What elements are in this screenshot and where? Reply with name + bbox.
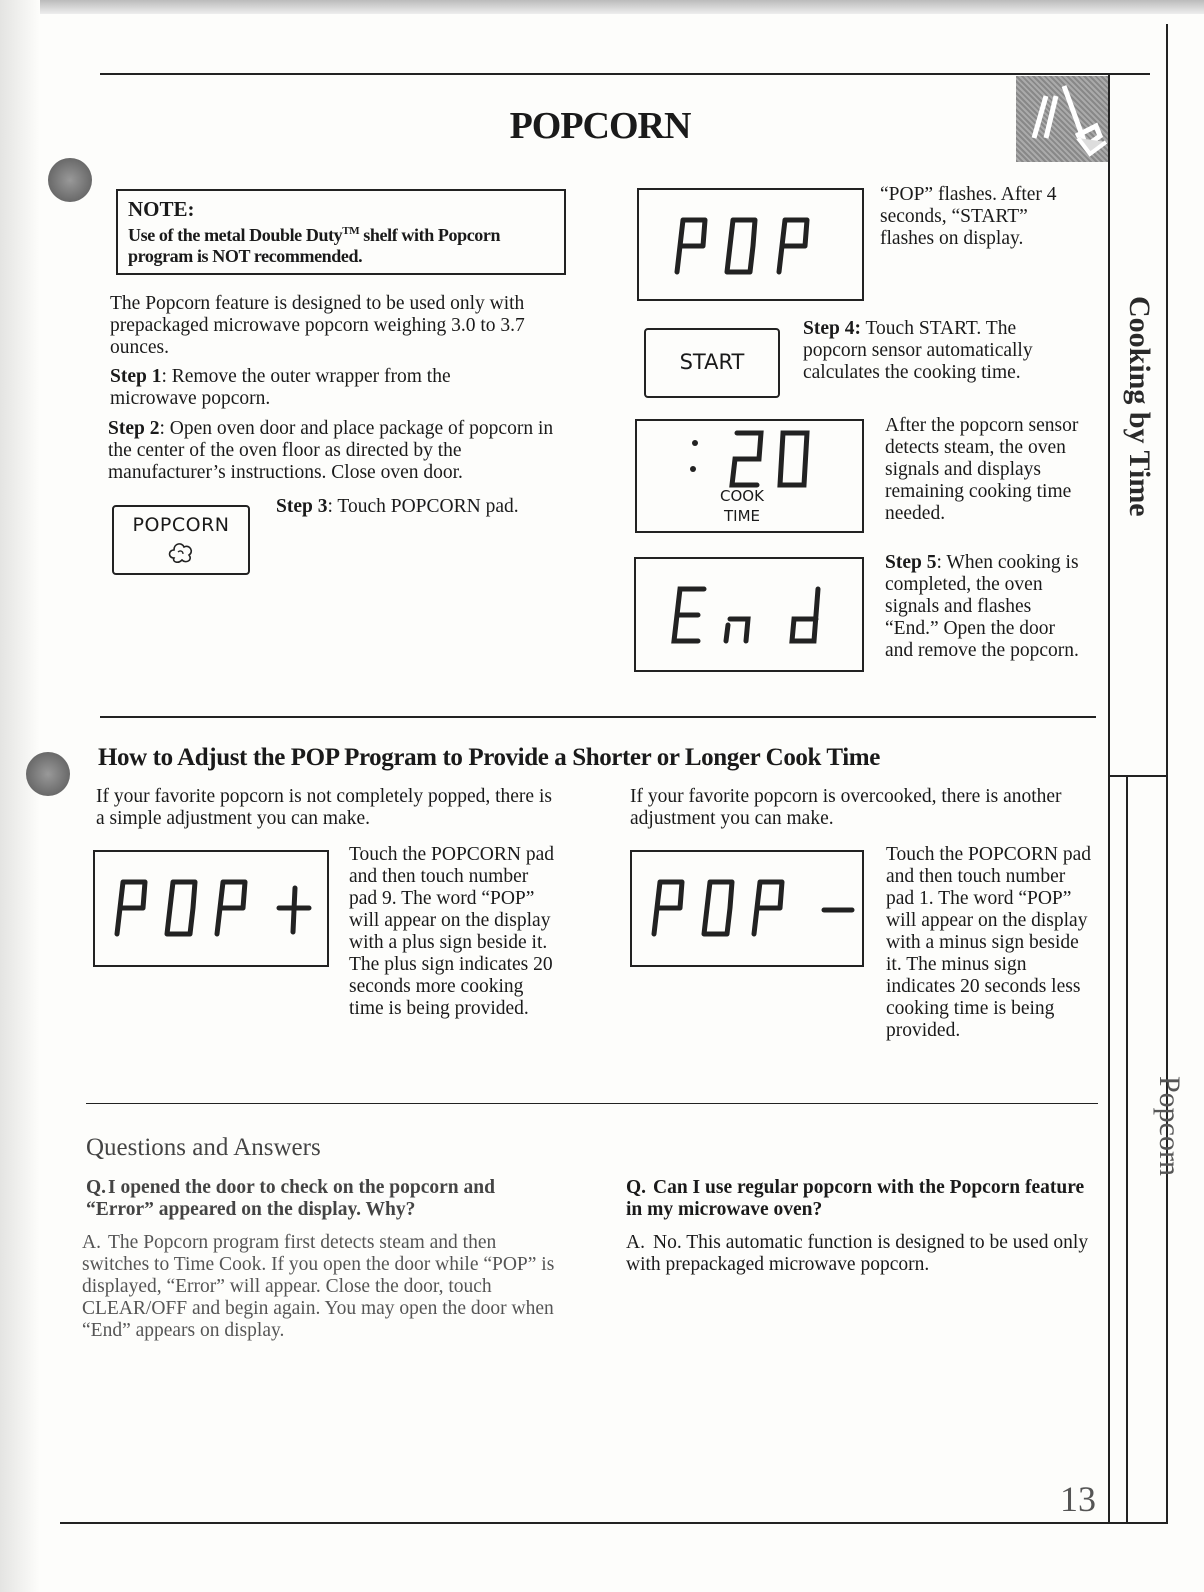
qa-a2 xyxy=(626,1232,1106,1276)
step5 xyxy=(885,552,1085,662)
step4-text: Touch START. The popcorn sensor automatically calculates the cooking time. xyxy=(803,318,1033,383)
right-frame-line xyxy=(1108,73,1110,1523)
qa-a2-label: A. xyxy=(626,1232,645,1253)
step4 xyxy=(803,318,1073,384)
scan-left-edge xyxy=(0,0,40,1592)
display-cook-time xyxy=(635,419,864,533)
qa-q2-text: Can I use regular popcorn with the Popcorn feature in my microwave oven? xyxy=(626,1177,1085,1220)
start-pad[interactable] xyxy=(644,328,780,398)
note-text-part2: shelf with Popcorn program is NOT recommended. xyxy=(128,225,501,266)
display-pop-plus-text: POP+ xyxy=(95,852,98,853)
cook-label: COOK xyxy=(720,487,764,505)
qa-a1 xyxy=(82,1232,562,1342)
step2 xyxy=(108,418,578,484)
page-title: POPCORN xyxy=(509,105,691,147)
qa-a1-text: The Popcorn program first detects steam and then switches to Time Cook. If you open the door while “POP” is displayed, “Error” will appear. Close the door, touch CLEAR/OFF and begin again. You may open the door when “End” appears on display. xyxy=(82,1232,555,1341)
display-cook-time-value xyxy=(637,421,638,422)
qa-heading: Questions and Answers xyxy=(86,1134,321,1161)
note-trademark: TM xyxy=(342,225,360,237)
display-pop-minus xyxy=(630,850,864,967)
display-pop-segments xyxy=(639,190,862,299)
display-pop-minus-text: POP- xyxy=(632,852,635,853)
step5-label: Step 5 xyxy=(885,552,937,573)
popcorn-pad[interactable] xyxy=(112,505,250,575)
step3-text: : Touch POPCORN pad. xyxy=(327,496,519,517)
display-cook-time-segments xyxy=(637,421,862,493)
binder-hole-top xyxy=(48,158,92,202)
intro-text: The Popcorn feature is designed to be used only with prepackaged microwave popcorn weighing 3.0 to 3.7 ounces. xyxy=(110,293,525,358)
note-heading: NOTE: xyxy=(128,197,195,221)
outer-right-frame-line xyxy=(1166,24,1168,1524)
adjust-left-intro: If your favorite popcorn is not completely popped, there is a simple adjustment you can make. xyxy=(96,786,552,829)
time-label: TIME xyxy=(723,507,760,525)
caption-pop-flashes: “POP” flashes. After 4 seconds, “START” flashes on display. xyxy=(880,184,1057,249)
start-pad-label: START xyxy=(679,350,745,374)
qa-q1 xyxy=(86,1177,556,1221)
display-pop xyxy=(637,188,864,301)
binder-hole-middle xyxy=(26,752,70,796)
popcorn-pad-label: POPCORN xyxy=(132,514,230,536)
display-pop-text: POP xyxy=(639,190,641,191)
display-pop-plus-segments xyxy=(95,852,327,965)
tab-divider xyxy=(1108,775,1168,777)
display-pop-plus xyxy=(93,850,329,967)
side-tab-popcorn[interactable]: Popcorn xyxy=(1153,1076,1186,1176)
qa-q1-label: Q. xyxy=(86,1177,107,1198)
step3 xyxy=(276,496,576,518)
section-divider-2 xyxy=(86,1103,1098,1104)
display-end-segments xyxy=(636,559,862,670)
adjust-right-intro: If your favorite popcorn is overcooked, there is another adjustment you can make. xyxy=(630,786,1062,829)
adjust-left-text: Touch the POPCORN pad and then touch number pad 9. The word “POP” will appear on the display with a plus sign beside it. The plus sign indicates 20 seconds more cooking time is being provided. xyxy=(349,844,555,1019)
popcorn-icon xyxy=(166,538,196,566)
qa-a1-label: A. xyxy=(82,1232,101,1253)
display-end-text: End xyxy=(636,559,638,560)
step4-label: Step 4: xyxy=(803,318,861,339)
adjust-right-text: Touch the POPCORN pad and then touch number pad 1. The word “POP” will appear on the display with a minus sign beside it. The minus sign indicates 20 seconds less cooking time is being provided. xyxy=(886,844,1092,1041)
tab-inner-line xyxy=(1126,775,1128,1523)
step2-text: : Open oven door and place package of popcorn in the center of the oven floor as directed by the manufacturer’s instructions. Close oven door. xyxy=(108,418,554,483)
scan-top-edge xyxy=(0,0,1204,14)
qa-q2-label: Q. xyxy=(626,1177,647,1198)
note-box xyxy=(116,189,566,275)
side-tab-cooking-by-time[interactable]: Cooking by Time xyxy=(1123,296,1156,517)
adjust-heading: How to Adjust the POP Program to Provide a Shorter or Longer Cook Time xyxy=(98,744,880,771)
section-divider-1 xyxy=(100,716,1096,718)
qa-q1-text: I opened the door to check on the popcorn and “Error” appeared on the display. Why? xyxy=(86,1177,495,1220)
caption-after-steam: After the popcorn sensor detects steam, the oven signals and displays remaining cooking time needed. xyxy=(885,415,1079,524)
step1 xyxy=(110,366,530,410)
step1-label: Step 1 xyxy=(110,366,162,387)
display-end xyxy=(634,557,864,672)
qa-a2-text: No. This automatic function is designed to be used only with prepackaged microwave popcorn. xyxy=(626,1232,1089,1275)
hand-touch-icon xyxy=(1016,76,1108,162)
step1-text: : Remove the outer wrapper from the microwave popcorn. xyxy=(110,366,451,409)
bottom-rule xyxy=(60,1522,1168,1524)
note-text xyxy=(128,221,554,267)
qa-q2 xyxy=(626,1177,1096,1221)
step5-text: : When cooking is completed, the oven signals and flashes “End.” Open the door and remove the popcorn. xyxy=(885,552,1079,661)
top-rule xyxy=(100,73,1150,75)
display-pop-minus-segments xyxy=(632,852,862,965)
step2-label: Step 2 xyxy=(108,418,160,439)
note-text-part1: Use of the metal Double Duty xyxy=(128,225,343,245)
page-number: 13 xyxy=(1060,1479,1096,1519)
step3-label: Step 3 xyxy=(276,496,328,517)
